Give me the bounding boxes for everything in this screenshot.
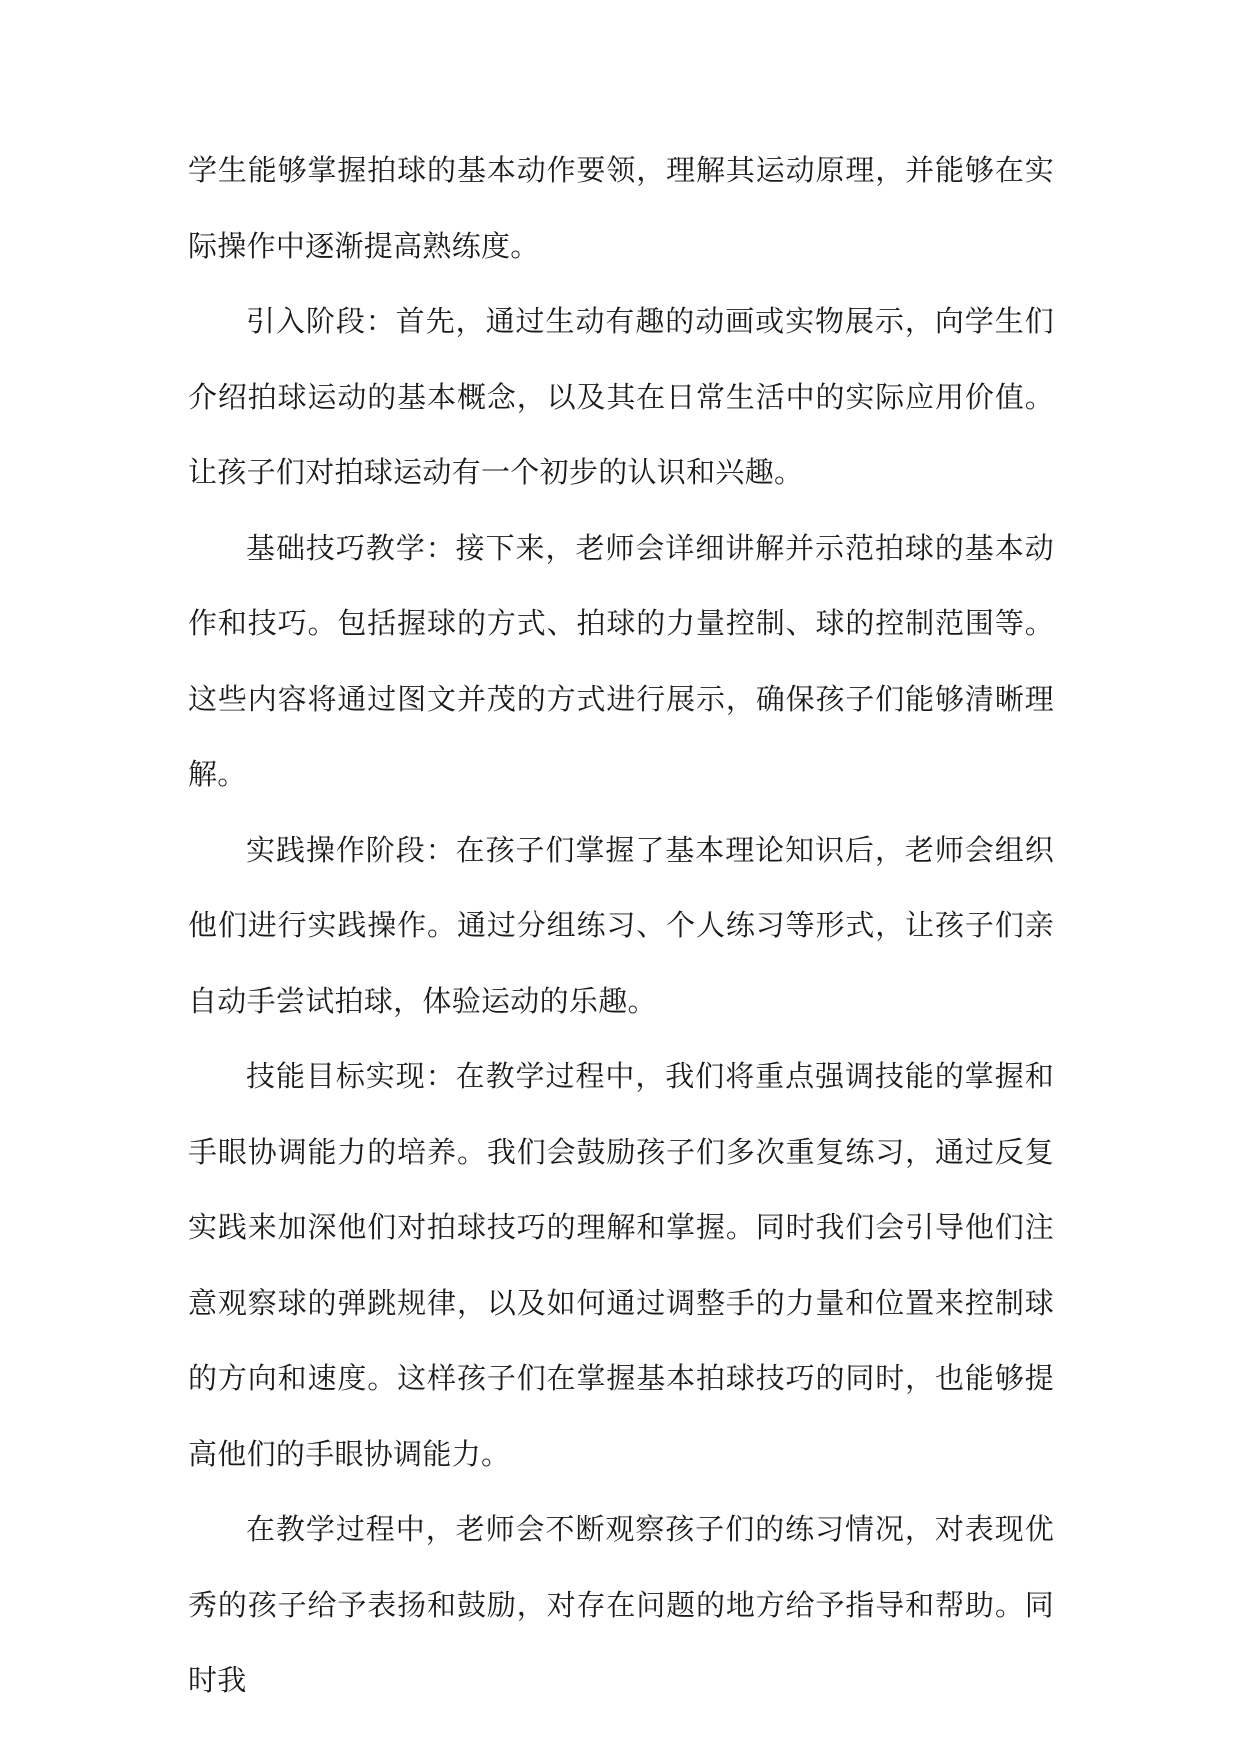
paragraph-introduction-stage: 引入阶段：首先，通过生动有趣的动画或实物展示，向学生们介绍拍球运动的基本概念，以及其在日常生活中的实际应用价值。让孩子们对拍球运动有一个初步的认识和兴趣。 — [188, 304, 1054, 489]
paragraph-skill-goals: 技能目标实现：在教学过程中，我们将重点强调技能的掌握和手眼协调能力的培养。我们会鼓励孩子们多次重复练习，通过反复实践来加深他们对拍球技巧的理解和掌握。同时我们会引导他们注意观察球的弹跳规律，以及如何通过调整手的力量和位置来控制球的方向和速度。这样孩子们在掌握基本拍球技巧的同时，也能够提高他们的手眼协调能力。 — [188, 1059, 1054, 1471]
paragraph-basic-skills-teaching: 基础技巧教学：接下来，老师会详细讲解并示范拍球的基本动作和技巧。包括握球的方式、拍球的力量控制、球的控制范围等。这些内容将通过图文并茂的方式进行展示，确保孩子们能够清晰理解。 — [188, 530, 1054, 791]
paragraph-intro-continuation: 学生能够掌握拍球的基本动作要领，理解其运动原理，并能够在实际操作中逐渐提高熟练度。 — [188, 153, 1054, 263]
paragraph-practice-stage: 实践操作阶段：在孩子们掌握了基本理论知识后，老师会组织他们进行实践操作。通过分组练习、个人练习等形式，让孩子们亲自动手尝试拍球，体验运动的乐趣。 — [188, 832, 1054, 1018]
paragraph-teaching-observation: 在教学过程中，老师会不断观察孩子们的练习情况，对表现优秀的孩子给予表扬和鼓励，对存在问题的地方给予指导和帮助。同时我 — [188, 1512, 1054, 1697]
document-body — [188, 133, 1054, 1719]
